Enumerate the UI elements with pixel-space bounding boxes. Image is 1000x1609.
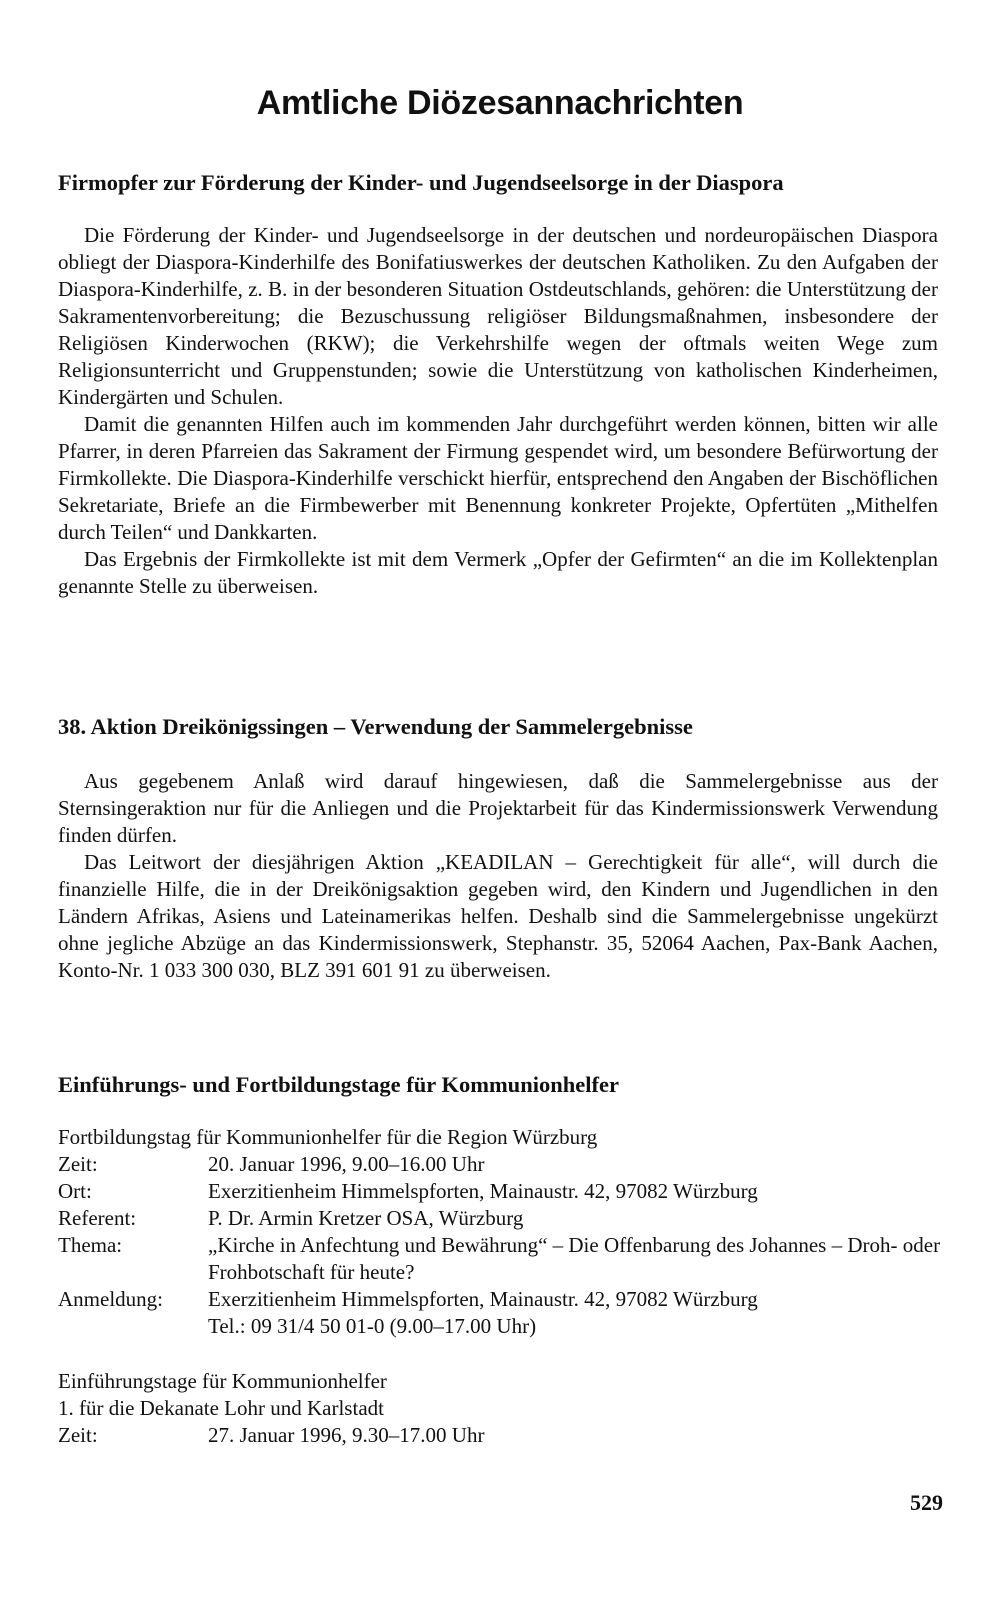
detail-label: Ort: <box>58 1179 92 1203</box>
detail-label: Anmeldung: <box>58 1287 163 1311</box>
detail-value: 20. Januar 1996, 9.00–16.00 Uhr <box>208 1152 485 1176</box>
section-heading-firmopfer: Firmopfer zur Förderung der Kinder- und Jugendseelsorge in der Diaspora <box>58 170 784 195</box>
section-body-firmopfer <box>58 222 938 600</box>
detail-label: Zeit: <box>58 1152 98 1176</box>
detail-value: 27. Januar 1996, 9.30–17.00 Uhr <box>208 1423 485 1447</box>
section-heading-kommunionhelfer: Einführungs- und Fortbildungstage für Kommunionhelfer <box>58 1072 619 1097</box>
detail-row <box>58 1313 958 1340</box>
paragraph: Das Ergebnis der Firmkollekte ist mit dem Vermerk „Opfer der Gefirmten“ an die im Kollektenplan genannte Stelle zu überweisen. <box>58 547 938 598</box>
detail-row <box>58 1286 958 1313</box>
page-title: Amtliche Diözesannachrichten <box>256 84 744 122</box>
paragraph: Damit die genannten Hilfen auch im kommenden Jahr durchgeführt werden können, bitten wir alle Pfarrer, in deren Pfarreien das Sakrament der Firmung gespendet wird, um besondere Befürwortung der Firmkollekte. Die Diaspora-Kinderhilfe verschickt hierfür, entsprechend den Angaben der Bischöflichen Sekretariate, Briefe an die Firmbewerber mit Benennung konkreter Projekte, Opfertüten „Mithelfen durch Teilen“ und Dankkarten. <box>58 412 938 544</box>
paragraph: Das Leitwort der diesjährigen Aktion „KEADILAN – Gerechtigkeit für alle“, will durch die finanzielle Hilfe, die in der Dreikönigsaktion gegeben wird, den Kindern und Jugendlichen in den Ländern Afrikas, Asiens und Lateinamerikas helfen. Deshalb sind die Sammelergebnisse ungekürzt ohne jegliche Abzüge an das Kindermissionswerk, Stephanstr. 35, 52064 Aachen, Pax-Bank Aachen, Konto-Nr. 1 033 300 030, BLZ 391 601 91 zu überweisen. <box>58 850 938 982</box>
detail-value: P. Dr. Armin Kretzer OSA, Würzburg <box>208 1206 524 1230</box>
event-intro: Einführungstage für Kommunionhelfer <box>58 1369 387 1393</box>
detail-label <box>58 1313 208 1340</box>
detail-value: Tel.: 09 31/4 50 01-0 (9.00–17.00 Uhr) <box>208 1314 537 1338</box>
detail-row <box>58 1232 958 1286</box>
event-intro: Fortbildungstag für Kommunionhelfer für die Region Würzburg <box>58 1125 598 1149</box>
section-heading-dreikoenigssingen: 38. Aktion Dreikönigssingen – Verwendung der Sammelergebnisse <box>58 714 693 739</box>
detail-value: Exerzitienheim Himmelspforten, Mainaustr. 42, 97082 Würzburg <box>208 1287 758 1311</box>
paragraph: Aus gegebenem Anlaß wird darauf hingewiesen, daß die Sammelergebnisse aus der Sternsingeraktion nur für die Anliegen und die Projektarbeit für das Kindermissionswerk Verwendung finden dürfen. <box>58 769 938 847</box>
detail-row <box>58 1205 958 1232</box>
section-body-dreikoenigssingen <box>58 768 938 984</box>
page-number: 529 <box>910 1490 943 1515</box>
paragraph: Die Förderung der Kinder- und Jugendseelsorge in der deutschen und nordeuropäischen Diaspora obliegt der Diaspora-Kinderhilfe des Bonifatiuswerkes der deutschen Katholiken. Zu den Aufgaben der Diaspora-Kinderhilfe, z. B. in der besonderen Situation Ostdeutschlands, gehören: die Unterstützung der Sakramentenvorbereitung; die Bezuschussung religiöser Bildungsmaßnahmen, insbesondere der Religiösen Kinderwochen (RKW); die Verkehrshilfe wegen der oftmals weiten Wege zum Religionsunterricht und Gruppenstunden; sowie die Unterstützung von katholischen Kinderheimen, Kindergärten und Schulen. <box>58 223 938 409</box>
detail-row <box>58 1151 958 1178</box>
detail-value: Exerzitienheim Himmelspforten, Mainaustr. 42, 97082 Würzburg <box>208 1179 758 1203</box>
event-details-2 <box>58 1368 958 1449</box>
detail-row <box>58 1178 958 1205</box>
detail-row <box>58 1422 958 1449</box>
detail-label: Thema: <box>58 1233 123 1257</box>
list-item: 1. für die Dekanate Lohr und Karlstadt <box>58 1396 384 1420</box>
detail-label: Referent: <box>58 1206 137 1230</box>
event-details <box>58 1124 958 1340</box>
detail-value: „Kirche in Anfechtung und Bewährung“ – Die Offenbarung des Johannes – Droh- oder Frohbotschaft für heute? <box>208 1233 941 1284</box>
detail-label: Zeit: <box>58 1423 98 1447</box>
